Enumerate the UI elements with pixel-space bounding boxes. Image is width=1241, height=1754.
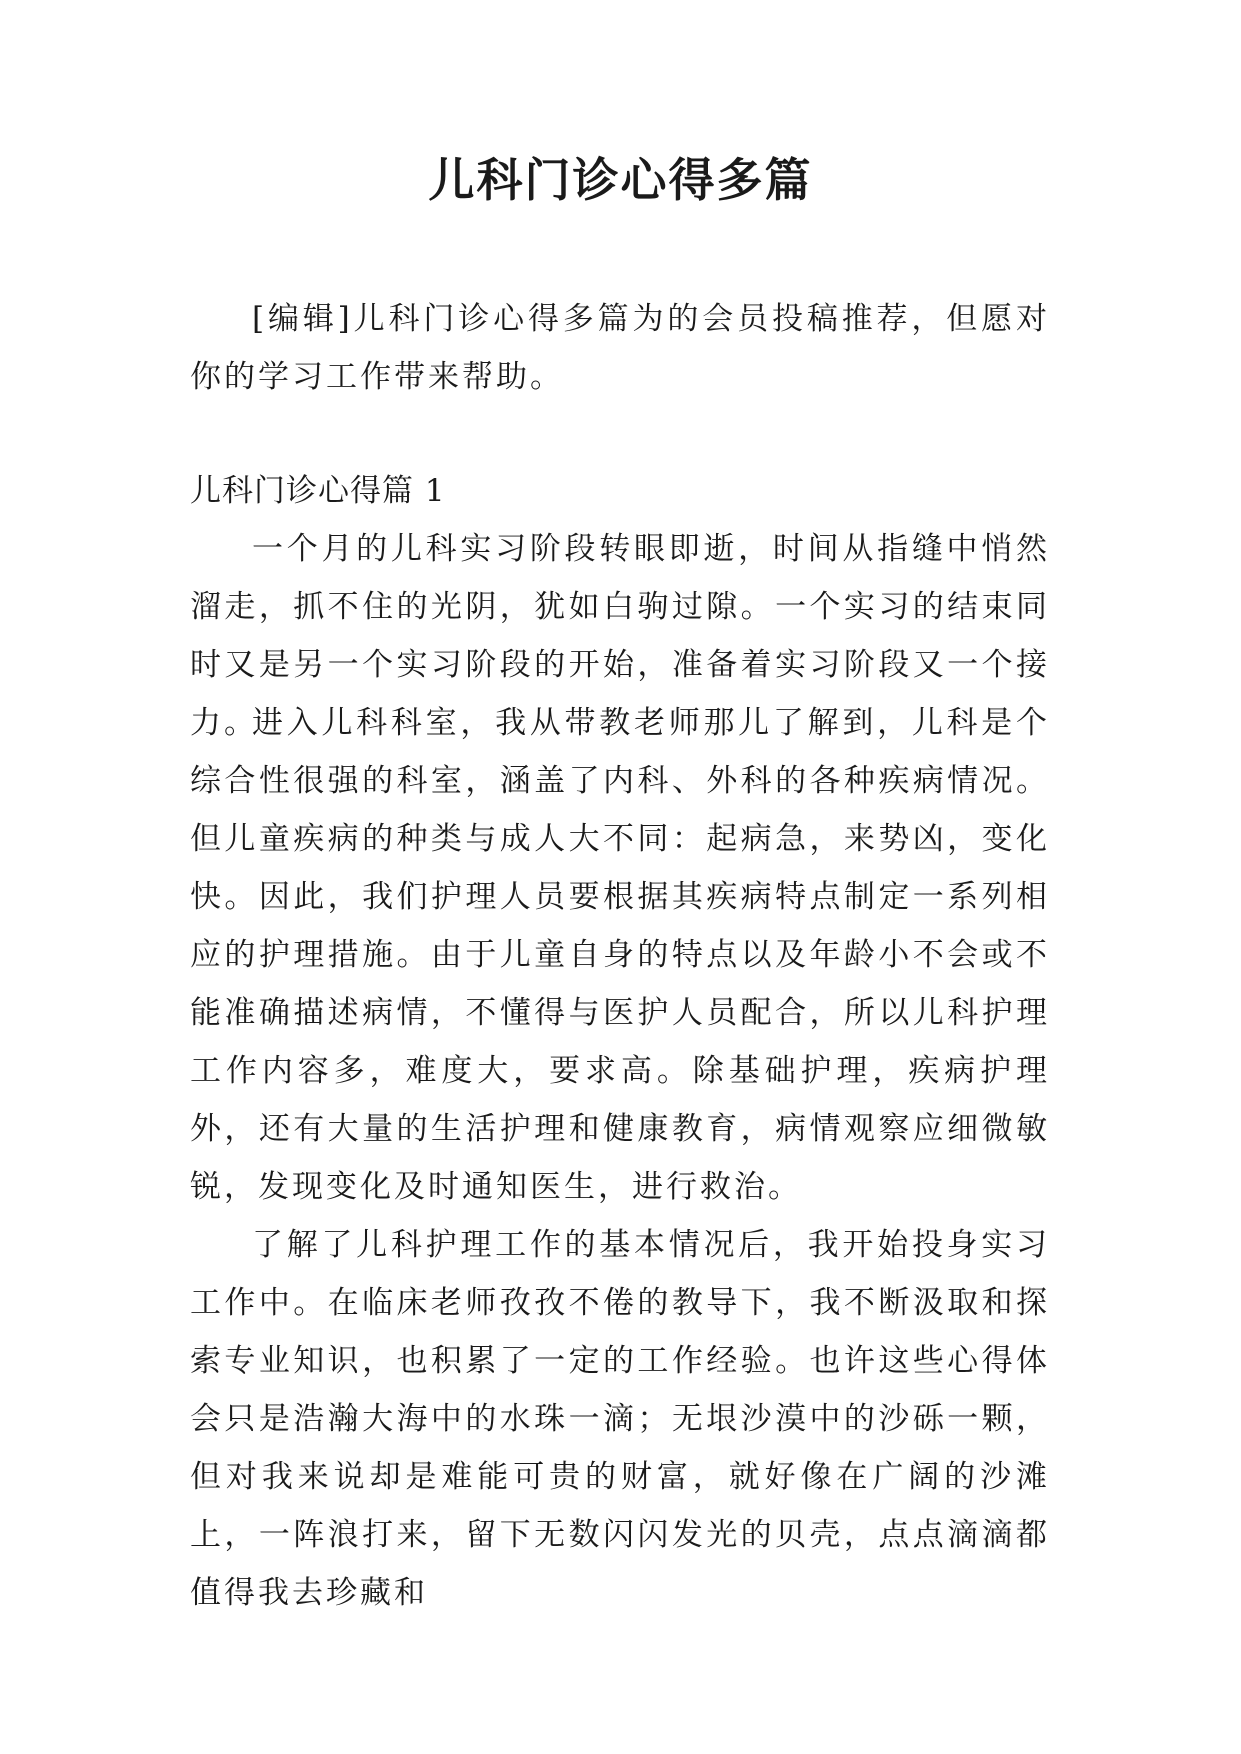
body-paragraph-1: 一个月的儿科实习阶段转眼即逝，时间从指缝中悄然溜走，抓不住的光阴，犹如白驹过隙。一个实习的结束同时又是另一个实习阶段的开始，准备着实习阶段又一个接力。 xyxy=(190,531,1050,741)
body-paragraph-2: 进入儿科科室，我从带教老师那儿了解到，儿科是个综合性很强的科室，涵盖了内科、外科的各种疾病情况。但儿童疾病的种类与成人大不同：起病急，来势凶，变化快。因此，我们护理人员要根据其疾病特点制定一系列相应的护理措施。由于儿童自身的特点以及年龄小不会或不能准确描述病情，不懂得与医护人员配合，所以儿科护理工作内容多，难度大，要求高。除基础护理，疾病护理外，还有大量的生活护理和健康教育，病情观察应细微敏锐，发现变化及时通知医生，进行救治。 xyxy=(190,705,1050,1205)
intro-paragraph: [编辑]儿科门诊心得多篇为的会员投稿推荐，但愿对你的学习工作带来帮助。 xyxy=(190,301,1050,395)
body-paragraph-3: 了解了儿科护理工作的基本情况后，我开始投身实习工作中。在临床老师孜孜不倦的教导下，我不断汲取和探索专业知识，也积累了一定的工作经验。也许这些心得体会只是浩瀚大海中的水珠一滴；无垠沙漠中的沙砾一颗，但对我来说却是难能可贵的财富，就好像在广阔的沙滩上，一阵浪打来，留下无数闪闪发光的贝壳，点点滴滴都值得我去珍藏和 xyxy=(190,1227,1050,1611)
section-heading: 儿科门诊心得篇 1 xyxy=(190,473,446,509)
document-title: 儿科门诊心得多篇 xyxy=(428,153,813,207)
